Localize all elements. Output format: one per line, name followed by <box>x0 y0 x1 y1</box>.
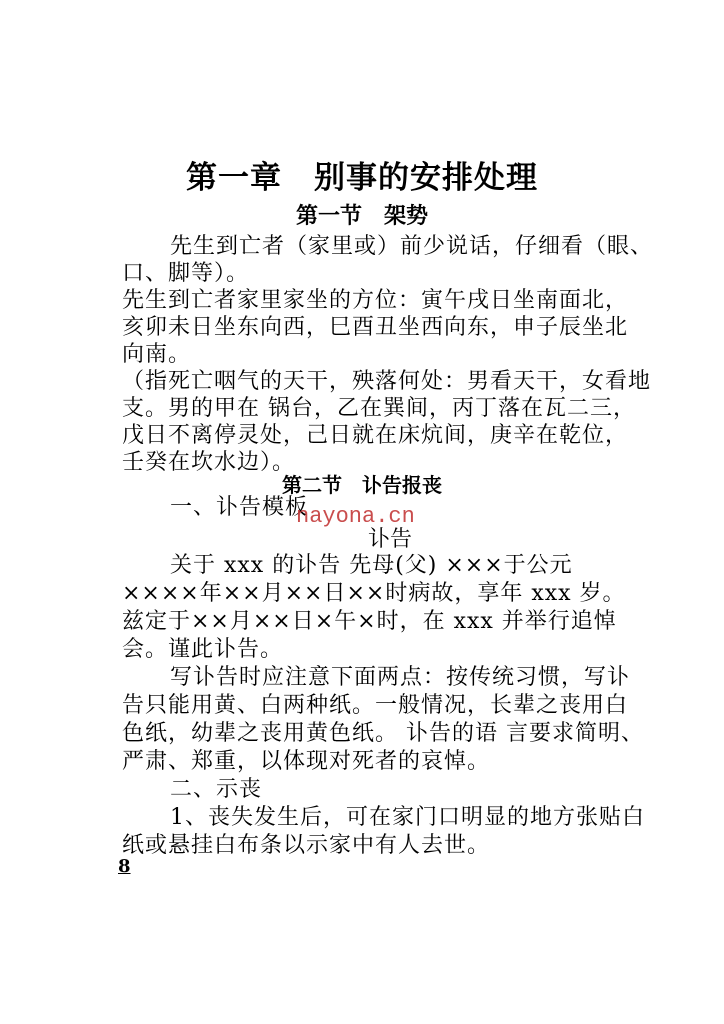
notice-line: ××××年××月××日××时病故，享年 xxx 岁。 <box>122 581 626 606</box>
section-2-title: 第二节 讣告报丧 <box>282 473 442 497</box>
body-line: 先生到亡者家里家坐的方位：寅午戌日坐南面北， <box>122 288 629 313</box>
note-line: 色纸，幼辈之丧用黄色纸。 讣告的语 言要求简明、 <box>122 721 644 746</box>
watermark: nayona.cn <box>296 504 415 529</box>
section-1-title: 第一节 架势 <box>295 203 428 229</box>
body-line: 先生到亡者（家里或）前少说话，仔细看（眼、 <box>170 234 654 259</box>
notice-line: 兹定于××月××日×午×时，在 xxx 并举行追悼 <box>122 609 617 634</box>
body-line: 戊日不离停灵处，己日就在床炕间，庚辛在乾位， <box>122 423 629 448</box>
mourning-line: 1、丧失发生后，可在家门口明显的地方张贴白 <box>170 805 645 830</box>
body-line: 向南。 <box>122 342 192 367</box>
chapter-title: 第一章 别事的安排处理 <box>186 160 538 196</box>
body-line: 亥卯未日坐东向西，巳酉丑坐西向东，申子辰坐北 <box>122 315 629 340</box>
body-line: 壬癸在坎水边）。 <box>122 450 296 475</box>
body-line: （指死亡咽气的天干，殃落何处：男看天干，女看地 <box>122 369 652 394</box>
notice-line: 会。谨此讣告。 <box>122 637 284 662</box>
note-line: 告只能用黄、白两种纸。一般情况，长辈之丧用白 <box>122 693 629 718</box>
notice-line: 关于 xxx 的讣告 先母(父) ×××于公元 <box>170 553 573 578</box>
subheading-mourning-display: 二、示丧 <box>170 777 263 802</box>
body-line: 口、脚等）。 <box>122 261 250 286</box>
page-number: 8 <box>118 856 131 877</box>
notice-title: 讣告 <box>368 527 413 552</box>
mourning-line: 纸或悬挂白布条以示家中有人去世。 <box>122 833 491 858</box>
body-line: 支。男的甲在 锅台，乙在巽间，丙丁落在瓦二三， <box>122 396 636 421</box>
subheading-obituary-template: 一、讣告模板 <box>170 495 309 520</box>
note-line: 严肃、郑重，以体现对死者的哀悼。 <box>122 749 491 774</box>
note-line: 写讣告时应注意下面两点：按传统习惯，写讣 <box>170 665 631 690</box>
